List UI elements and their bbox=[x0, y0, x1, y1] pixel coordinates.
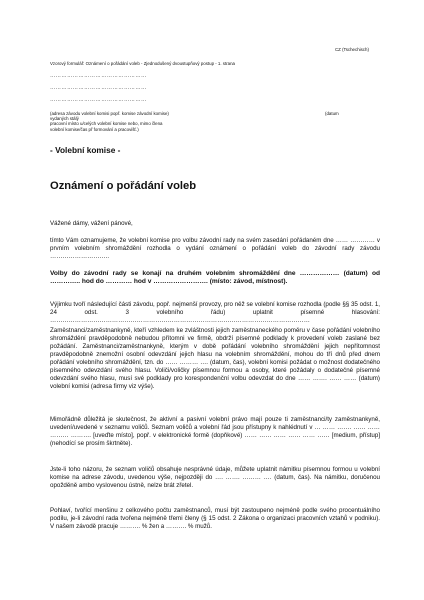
paragraph-gender-quota: Pohlaví, tvořící menšinu z celkového počtu zaměstnanců, musí být zastoupeno nejméně podle svého procentuálního podílu, je-li závodní rada tvořena nejméně třemi členy (§ 15 odst. 2 Zákona o organizaci pracovních vztahů v podniku). V našem závodě pracuje ………. % žen a ………. % mužů. bbox=[50, 507, 380, 530]
address-line-1: …………………………………………… bbox=[50, 73, 147, 79]
paragraph-postal-voting: Zaměstnanci/zaměstnankyně, kteří vzhledem ke zvláštnosti jejich zaměstnaneckého poměru v čase pořádání volebního shromáždění pravděpodobně nebudou přítomni ve firmě, obdrží písemné podklady k provedení voleb zaslané bez požádání. Zaměstnanci/zaměstnankyně, kterým v době pořádání volebního shromáždění jejich nepřítomnost pravděpodobně znemožní osobní odevzdání jejich hlasu na volebním shromáždění, mohou do tří dnů před dnem pořádání volebního shromáždění, tzn. do …… ……… …. (datum, čas), volební komisi požádat o možnost dodatečného písemného odevzdání svého hlasu. Voliči/voličky písemnou formou a osoby, které požádaly o dodatečné písemné odevzdání svého hlasu, musí své podklady pro korespondenční volbu odevzdat do dne …… ……. …… …… (datum) volební komisi (adresa firmy viz výše). bbox=[50, 327, 380, 390]
country-label: CZ (Tschechisch) bbox=[335, 47, 369, 52]
date-label: (datum bbox=[325, 111, 339, 116]
salutation: Vážené dámy, vážení pánové, bbox=[50, 220, 133, 227]
recipient-line-2: vydaných stálý bbox=[50, 116, 79, 122]
paragraph-election-date: Volby do závodní rady se konají na druhém volebním shromáždění dne ……………… (datum) od ………….. hod do ………… hod v ……………………. (místo: závod, místnost). bbox=[50, 270, 380, 285]
recipient-line-3: pracovní místo u/celých volební komise nebo, mimo člena bbox=[50, 121, 163, 127]
recipient-line-1: (adresa závodu volební komisi popř. komise závodní komise) bbox=[50, 111, 169, 116]
sender-label: - Volební komise - bbox=[50, 145, 121, 155]
paragraph-objection: Jste-li toho názoru, že seznam voličů obsahuje nesprávné údaje, můžete uplatnit námitku písemnou formou u volební komise na adrese závodu, uvedenou výše, nejpozději do …. ……. ……… …. (datum, čas). Na námitku, doručenou opožděně ambo vyslovenou ústně, nelze brát zřetel. bbox=[50, 466, 380, 489]
paragraph-exceptions: Výjimku tvoří následující části závodu, popř. nejmenší provozy, pro něž se volební komise rozhodla (podle §§ 35 odst. 1, 24 odst. 3 volebního řádu) uplatnit písemné hlasování: ……………………………………………………………………………………………………………… bbox=[50, 301, 380, 324]
address-line-3: …………………………………………… bbox=[50, 97, 147, 103]
recipient-line-4: volební komise/čas př formování a pracovišť.) bbox=[50, 126, 139, 132]
recipient-block bbox=[50, 111, 230, 132]
page-title: Oznámení o pořádání voleb bbox=[50, 180, 197, 192]
paragraph-voter-list: Mimořádně důležitá je skutečnost, že aktivní a pasivní volební právo mají pouze ti zaměstnanci/ty zaměstnankyně, uvedení/uvedené v seznamu voličů. Seznam voličů a volební řád jsou přístupny k nahlédnutí v … …… ……. …… …… ……… ………. [uveďte místo], popř. v elektronické formě (dopňkové) …… …… …… …… …… …… [medium, přístup] (nehodící se prosím škrtněte). bbox=[50, 416, 380, 447]
template-title: Vzorový formulář: Oznámení o pořádání voleb - Zjednodušený dvoustupňový postup - 1. strana bbox=[50, 61, 235, 66]
address-line-2: …………………………………………… bbox=[50, 85, 147, 91]
paragraph-intro: tímto Vám oznamujeme, že volební komise pro volbu závodní rady na svém zasedání pořádaném dne …… ………… v prvním volebním shromáždění rozhodla o vydání oznámení o pořádání voleb do závodní rady závodu ……………………….. bbox=[50, 237, 380, 260]
